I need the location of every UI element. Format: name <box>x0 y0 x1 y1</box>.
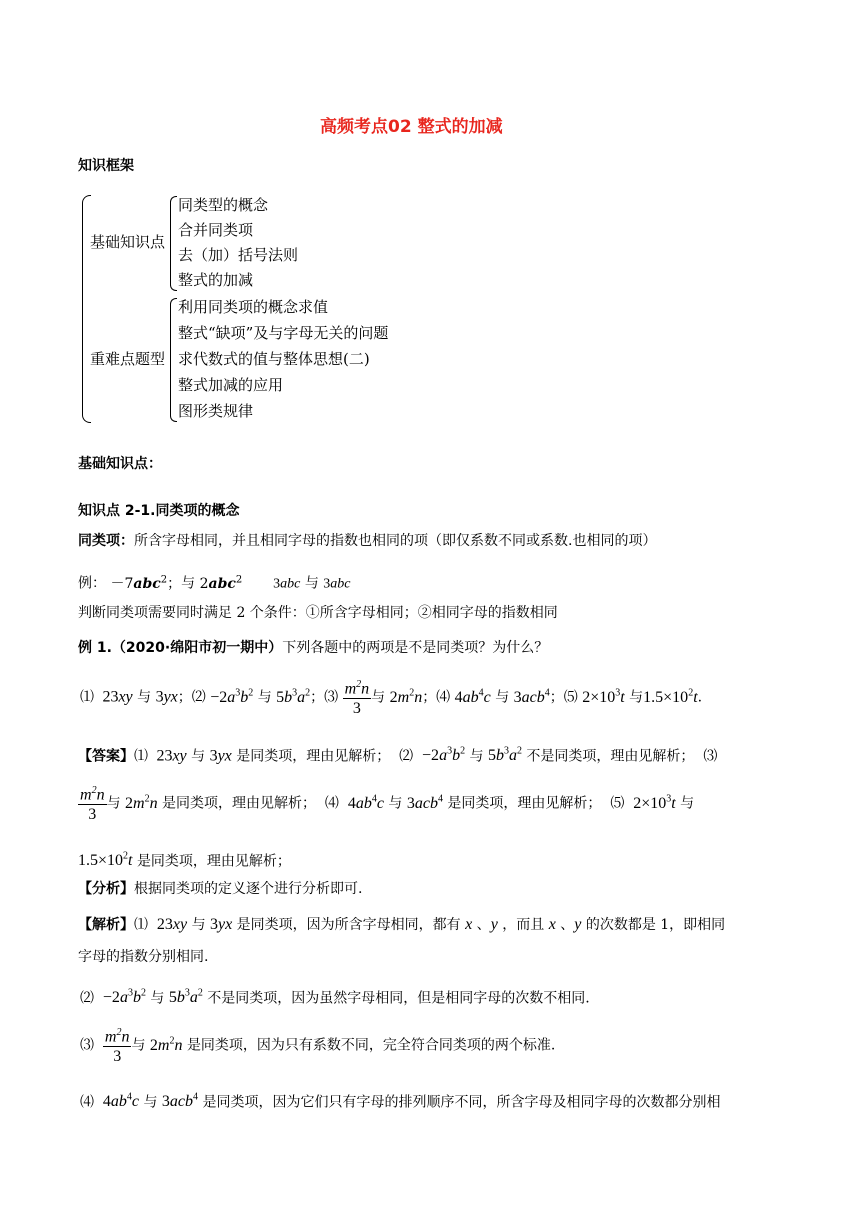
answer-line-1: 【答案】⑴ 23xy 与 3yx 是同类项，理由见解析； ⑵ $-2a^3b^2$ 与 $5b^3a^2$ 不是同类项，理由见解析； ⑶ <box>78 746 718 765</box>
math-expr: 23xy <box>98 688 133 706</box>
answer-line-3: $1.5\times 10^2t$ 是同类项，理由见解析； <box>78 851 291 870</box>
definition-text: 所含字母相同，并且相同字母的指数也相同的项（即仅系数不同或系数.也相同的项） <box>134 533 657 549</box>
solution-1: 【解析】⑴ 23xy 与 3yx 是同类项，因为所含字母相同，都有 x 、y ，而且 x 、y 的次数都是 1，即相同 <box>78 916 726 933</box>
inner-brace-difficult <box>170 298 177 422</box>
example-line <box>78 571 351 594</box>
analysis-tag: 【分析】 <box>78 881 134 897</box>
example-term-1: －7abc$^2$； <box>110 574 182 592</box>
tree-item: 整式的加减 <box>178 271 254 289</box>
tree-item: 同类型的概念 <box>178 196 269 214</box>
analysis-text: 根据同类项的定义逐个进行分析即可. <box>134 881 363 897</box>
tree-group-basic: 基础知识点 <box>90 233 166 251</box>
answer-tag: 【答案】 <box>78 748 134 765</box>
conditions: 判断同类项需要同时满足 2 个条件：①所含字母相同；②相同字母的指数相同 <box>78 605 558 621</box>
tree-item: 整式加减的应用 <box>178 376 284 394</box>
example-1 <box>78 639 548 657</box>
example-term-3: 3abc <box>273 576 301 592</box>
fraction: $\frac{m^2n}{3}$ <box>343 676 372 719</box>
outer-brace <box>82 195 91 423</box>
and-text: 与 <box>181 575 196 592</box>
example-term-4: 3abc <box>323 576 351 592</box>
solution-tag: 【解析】 <box>78 917 134 933</box>
basics-heading: 基础知识点： <box>78 456 162 472</box>
tree-group-difficult: 重难点题型 <box>90 350 166 368</box>
solution-2: ⑵ $-2a^3b^2$ 与 $5b^3a^2$ 不是同类项，因为虽然字母相同，但是相同字母的次数不相同. <box>80 988 590 1007</box>
tree-item: 整式“缺项”及与字母无关的问题 <box>178 324 389 342</box>
kp-heading: 知识点 2-1.同类项的概念 <box>78 503 240 519</box>
fraction: $\frac{m^2n}{3}$ <box>78 782 107 825</box>
inner-brace-basic <box>170 196 177 291</box>
tree-item: 去（加）括号法则 <box>178 246 299 264</box>
page-title: 高频考点02 整式的加减 <box>320 117 503 137</box>
analysis <box>78 880 362 898</box>
tree-item: 利用同类项的概念求值 <box>178 298 329 316</box>
and-text: 与 <box>304 575 319 592</box>
solution-3: ⑶ $\frac{m^2n}{3}$ 与 $2m^2n$ 是同类项，因为只有系数不同，完全符合同类项的两个标准. <box>80 1024 555 1067</box>
example-term-2: 2abc$^2$ <box>195 574 243 592</box>
definition-term: 同类项： <box>78 533 134 549</box>
solution-4: ⑷ $4ab^4c$ 与 3acb$^4$ 是同类项，因为它们只有字母的排列顺序不同，所含字母及相同字母的次数都分别相 <box>80 1092 721 1111</box>
example-prefix: 例： <box>78 575 106 592</box>
example-1-text: 下列各题中的两项是不是同类项？为什么？ <box>282 640 549 656</box>
tree-item: 图形类规律 <box>178 402 254 420</box>
answer-line-2: $\frac{m^2n}{3}$ 与 $2m^2n$ 是同类项，理由见解析； ⑷ $4ab^4c$ 与 3acb$^4$ 是同类项，理由见解析； ⑸ $2\times 10^3t$ 与 <box>78 782 694 825</box>
example-1-label: 例 1.（2020·绵阳市初一期中） <box>78 640 283 656</box>
solution-1-cont: 字母的指数分别相同. <box>78 949 209 965</box>
tree-item: 求代数式的值与整体思想(二) <box>178 350 370 368</box>
framework-heading: 知识框架 <box>78 158 134 174</box>
fraction: $\frac{m^2n}{3}$ <box>103 1024 132 1067</box>
tree-item: 合并同类项 <box>178 221 254 239</box>
problem-line: ⑴ 23xy 与 3yx；⑵ $-2a^3b^2$ 与 $5b^3a^2$；⑶ $\frac{m^2n}{3}$ 与 $2m^2n$；⑷ $4ab^4c$ 与 3acb$^4$；⑸ $2\times 10^3t$ 与$1.5\times 10^2t$. <box>80 676 702 719</box>
definition <box>78 532 656 550</box>
